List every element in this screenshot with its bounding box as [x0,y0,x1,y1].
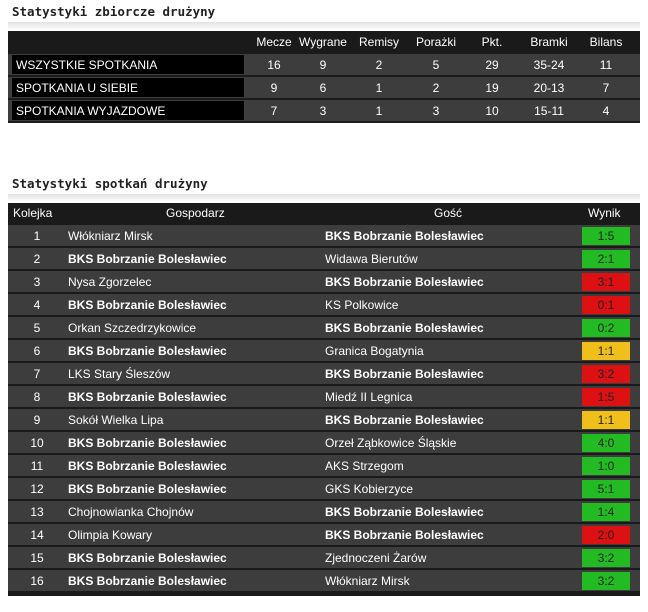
match-result-badge: 1:1 [582,342,630,360]
match-round: 4 [33,298,41,312]
match-away-team: Włókniarz Mirsk [325,574,410,588]
table-row [8,524,640,545]
match-home-team: BKS Bobrzanie Bolesławiec [68,298,227,312]
summary-cell: 2 [375,58,383,72]
match-home-team: BKS Bobrzanie Bolesławiec [68,390,227,404]
summary-cell: 1 [375,81,383,95]
summary-cell: 35-24 [533,58,565,72]
summary-title-shadow [8,22,640,30]
table-row [8,409,640,430]
matches-title-shadow [8,194,640,202]
matches-header-gospodarz: Gospodarz [166,206,225,220]
match-away-team: Zjednoczeni Żarów [325,551,427,565]
match-away-team: AKS Strzegom [325,459,404,473]
match-away-team: Granica Bogatynia [325,344,424,358]
matches-header-gosc: Gość [434,206,463,220]
match-away-team: KS Polkowice [325,298,399,312]
match-round: 1 [33,229,41,243]
match-result-badge: 2:0 [582,526,630,544]
match-away-team: Miedź II Legnica [325,390,413,404]
summary-header-pkt: Pkt. [481,35,503,49]
match-result-badge: 3:2 [582,572,630,590]
summary-row [8,77,640,98]
match-result-badge: 1:5 [582,388,630,406]
summary-cell: 2 [432,81,440,95]
table-row [8,501,640,522]
match-round: 5 [33,321,41,335]
match-round: 8 [33,390,41,404]
match-home-team: Orkan Szczedrzykowice [68,321,197,335]
match-home-team: BKS Bobrzanie Bolesławiec [68,436,227,450]
table-row [8,386,640,407]
match-away-team: BKS Bobrzanie Bolesławiec [325,528,484,542]
summary-cell: 11 [599,58,613,72]
matches-header-wynik: Wynik [588,206,621,220]
summary-header-bilans: Bilans [589,35,623,49]
summary-cell: 4 [602,104,610,118]
summary-header-mecze: Mecze [256,35,292,49]
summary-header-bramki: Bramki [530,35,568,49]
table-row [8,363,640,384]
match-home-team: BKS Bobrzanie Bolesławiec [68,574,227,588]
summary-row [8,54,640,75]
match-round: 15 [30,551,44,565]
summary-cell: 29 [485,58,499,72]
match-home-team: BKS Bobrzanie Bolesławiec [68,344,227,358]
match-result-badge: 3:2 [582,365,630,383]
matches-title: Statystyki spotkań drużyny [12,176,208,191]
match-round: 2 [33,252,41,266]
match-result-badge: 1:5 [582,227,630,245]
match-result-badge: 0:1 [582,296,630,314]
match-home-team: BKS Bobrzanie Bolesławiec [68,551,227,565]
match-result-badge: 1:1 [582,411,630,429]
table-row [8,225,640,246]
match-round: 13 [30,505,44,519]
summary-cell: 7 [270,104,278,118]
matches-header-kolejka: Kolejka [13,206,53,220]
summary-cell: 5 [432,58,440,72]
match-home-team: LKS Stary Śleszów [68,367,171,381]
table-row [8,455,640,476]
summary-cell: 9 [319,58,327,72]
match-home-team: Nysa Zgorzelec [68,275,152,289]
table-row [8,340,640,361]
match-away-team: BKS Bobrzanie Bolesławiec [325,413,484,427]
table-row [8,271,640,292]
match-away-team: Orzeł Ząbkowice Śląskie [325,436,457,450]
summary-row-label: SPOTKANIA U SIEBIE [12,78,244,97]
summary-header-remisy: Remisy [358,35,400,49]
match-round: 7 [33,367,41,381]
match-result-badge: 5:1 [582,480,630,498]
match-round: 6 [33,344,41,358]
match-away-team: BKS Bobrzanie Bolesławiec [325,367,484,381]
table-row [8,570,640,591]
summary-cell: 3 [432,104,440,118]
table-row [8,294,640,315]
summary-table [8,31,640,123]
summary-cell: 19 [485,81,499,95]
summary-row-label: WSZYSTKIE SPOTKANIA [12,55,244,74]
summary-cell: 1 [375,104,383,118]
summary-cell: 20-13 [533,81,565,95]
summary-cell: 6 [319,81,327,95]
summary-cell: 16 [267,58,281,72]
match-home-team: Chojnowianka Chojnów [68,505,194,519]
summary-cell: 15-11 [534,104,564,118]
match-round: 12 [30,482,44,496]
summary-header-row [8,31,640,53]
matches-table [8,203,640,596]
match-round: 16 [30,574,44,588]
table-row [8,547,640,568]
match-away-team: BKS Bobrzanie Bolesławiec [325,321,484,335]
summary-row [8,100,640,121]
match-home-team: BKS Bobrzanie Bolesławiec [68,482,227,496]
summary-cell: 7 [602,81,610,95]
summary-title: Statystyki zbiorcze drużyny [12,4,216,19]
summary-header-wygrane: Wygrane [299,35,347,49]
match-away-team: BKS Bobrzanie Bolesławiec [325,505,484,519]
match-home-team: Olimpia Kowary [68,528,153,542]
match-result-badge: 1:4 [582,503,630,521]
match-home-team: Włókniarz Mirsk [68,229,153,243]
table-row [8,317,640,338]
match-away-team: Widawa Bierutów [325,252,418,266]
match-round: 10 [30,436,44,450]
match-round: 14 [30,528,44,542]
matches-header-row [8,203,640,223]
match-round: 3 [33,275,41,289]
table-row [8,248,640,269]
summary-row-label: SPOTKANIA WYJAZDOWE [12,101,244,120]
summary-cell: 9 [270,81,278,95]
match-round: 11 [30,459,44,473]
match-round: 9 [33,413,41,427]
match-result-badge: 3:1 [582,273,630,291]
table-row [8,432,640,453]
match-result-badge: 3:2 [582,549,630,567]
match-away-team: BKS Bobrzanie Bolesławiec [325,275,484,289]
match-home-team: BKS Bobrzanie Bolesławiec [68,252,227,266]
match-away-team: BKS Bobrzanie Bolesławiec [325,229,484,243]
match-result-badge: 4:0 [582,434,630,452]
summary-cell: 10 [485,104,499,118]
match-result-badge: 1:0 [582,457,630,475]
summary-cell: 3 [319,104,327,118]
match-home-team: BKS Bobrzanie Bolesławiec [68,459,227,473]
match-result-badge: 0:2 [582,319,630,337]
match-away-team: GKS Kobierzyce [325,482,414,496]
match-home-team: Sokół Wielka Lipa [68,413,164,427]
summary-header-porazki: Porażki [415,35,457,49]
match-result-badge: 2:1 [582,250,630,268]
table-row [8,478,640,499]
